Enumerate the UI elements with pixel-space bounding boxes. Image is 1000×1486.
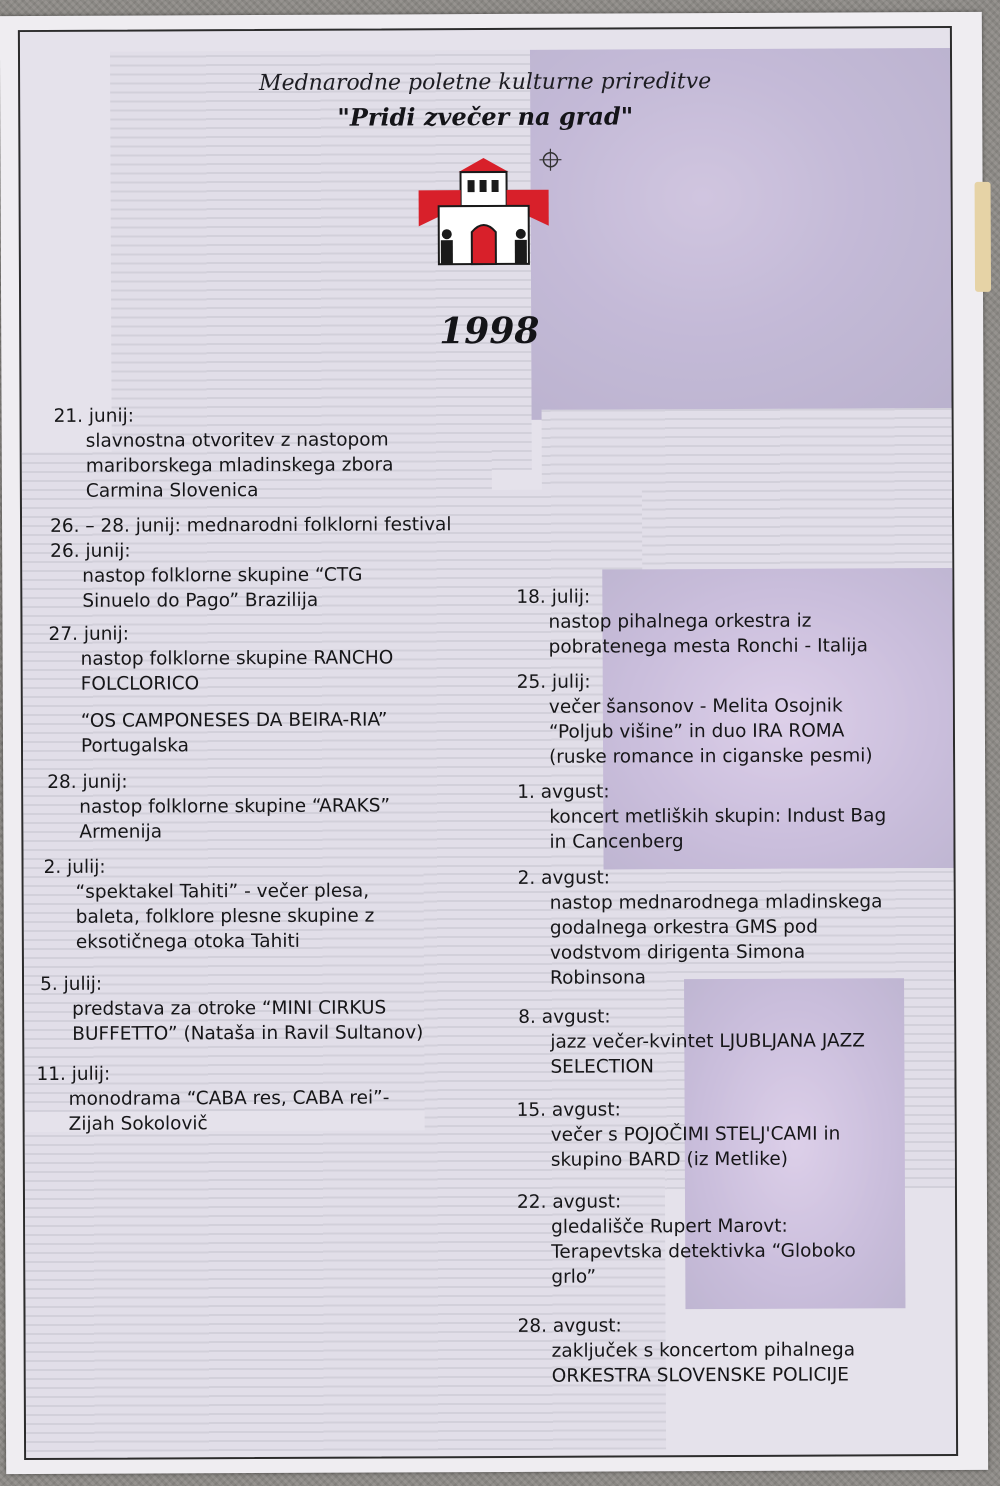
event-entry [48, 620, 393, 759]
event-name: "Pridi zvečer na grad" [337, 101, 634, 132]
event-line: SELECTION [550, 1056, 654, 1078]
event-line: Robinsona [549, 967, 647, 989]
event-entry [517, 1096, 841, 1172]
event-line: predstava za otroke “MINI CIRKUS [72, 997, 387, 1020]
event-line: večer šansonov - Melita Osojnik [548, 695, 843, 718]
year: 1998 [439, 309, 540, 353]
event-line: godalnega orkestra GMS pod [549, 916, 819, 939]
event-line: Sinuelo do Pago” Brazilija [82, 589, 319, 612]
event-line: Armenija [79, 821, 163, 843]
event-entry [47, 768, 390, 844]
event-entry [517, 1312, 855, 1388]
event-entry [40, 970, 423, 1047]
event-line: vodstvom dirigenta Simona [549, 941, 806, 964]
event-line: monodrama “CABA res, CABA rei”- [68, 1087, 390, 1110]
event-line: Carmina Slovenica [85, 480, 259, 502]
event-line: nastop folklorne skupine “CTG [82, 564, 363, 587]
event-entry [516, 583, 868, 660]
event-line: Terapevtska detektivka “Globoko [551, 1240, 856, 1263]
event-entry [517, 778, 886, 855]
tape-strip [975, 182, 991, 292]
event-date: 1. avgust: [517, 781, 610, 803]
event-date: 18. julij: [516, 586, 591, 608]
event-date: 5. julij: [40, 973, 103, 995]
event-line: Portugalska [80, 735, 190, 757]
event-entry [50, 538, 362, 614]
event-date: 21. junij: [53, 405, 135, 427]
event-date: 28. avgust: [517, 1315, 622, 1337]
event-line: Zijah Sokolovič [68, 1113, 208, 1135]
event-line: eksotičnega otoka Tahiti [75, 930, 300, 953]
event-date: 2. avgust: [517, 867, 611, 889]
event-date: 28. junij: [47, 771, 128, 793]
event-line: BUFFETTO” (Nataša in Ravil Sultanov) [72, 1022, 424, 1045]
event-line: (ruske romance in ciganske pesmi) [549, 745, 873, 768]
event-date: 25. julij: [516, 671, 591, 693]
event-line: pobratenega mesta Ronchi - Italija [548, 635, 868, 658]
poster [0, 12, 988, 1474]
event-line: nastop mednarodnega mladinskega [549, 891, 883, 914]
event-entry [54, 402, 394, 503]
poster-frame [18, 26, 958, 1460]
event-line: zaključek s koncertom pihalnega [551, 1339, 856, 1362]
event-line: nastop folklorne skupine RANCHO [80, 647, 394, 670]
event-line: baleta, folklore plesne skupine z [75, 905, 375, 928]
event-entry [50, 512, 452, 539]
event-line: ORKESTRA SLOVENSKE POLICIJE [551, 1364, 849, 1387]
event-entry [36, 1060, 389, 1137]
event-entry [517, 1188, 856, 1289]
event-date: 26. – 28. junij: mednarodni folklorni festival [50, 514, 452, 537]
event-line: nastop folklorne skupine “ARAKS” [79, 795, 391, 818]
event-line: večer s POJOČIMI STELJ'CAMI in [550, 1123, 841, 1146]
event-date: 27. junij: [48, 623, 129, 645]
event-line: “spektakel Tahiti” - večer plesa, [75, 880, 370, 903]
event-entry [518, 864, 883, 991]
event-line: “OS CAMPONESES DA BEIRA-RIA” [80, 709, 388, 732]
event-line: grlo” [551, 1266, 597, 1288]
event-entry [517, 668, 873, 770]
event-line: FOLCLORICO [80, 673, 200, 695]
event-entry [43, 854, 374, 955]
event-date: 11. julij: [36, 1063, 111, 1085]
event-entry [518, 1003, 865, 1080]
event-date: 8. avgust: [518, 1006, 611, 1028]
event-line: in Cancenberg [549, 831, 684, 853]
event-line: skupino BARD (iz Metlike) [550, 1148, 788, 1171]
event-line: gledališče Rupert Marovt: [551, 1215, 788, 1238]
event-line: mariborskega mladinskega zbora [85, 454, 394, 477]
event-date: 22. avgust: [516, 1191, 622, 1213]
event-date: 2. julij: [43, 856, 106, 878]
event-line: koncert metliških skupin: Indust Bag [549, 805, 887, 828]
event-series-title: Mednarodne poletne kulturne prireditve [258, 69, 712, 97]
event-line: jazz večer-kvintet LJUBLJANA JAZZ [550, 1030, 866, 1053]
event-line: slavnostna otvoritev z nastopom [85, 429, 389, 452]
castle-logo [416, 154, 551, 273]
event-date: 26. junij: [50, 540, 131, 562]
event-line: “Poljub višine” in duo IRA ROMA [548, 720, 845, 743]
event-date: 15. avgust: [516, 1099, 621, 1121]
event-line: nastop pihalnega orkestra iz [548, 610, 812, 633]
